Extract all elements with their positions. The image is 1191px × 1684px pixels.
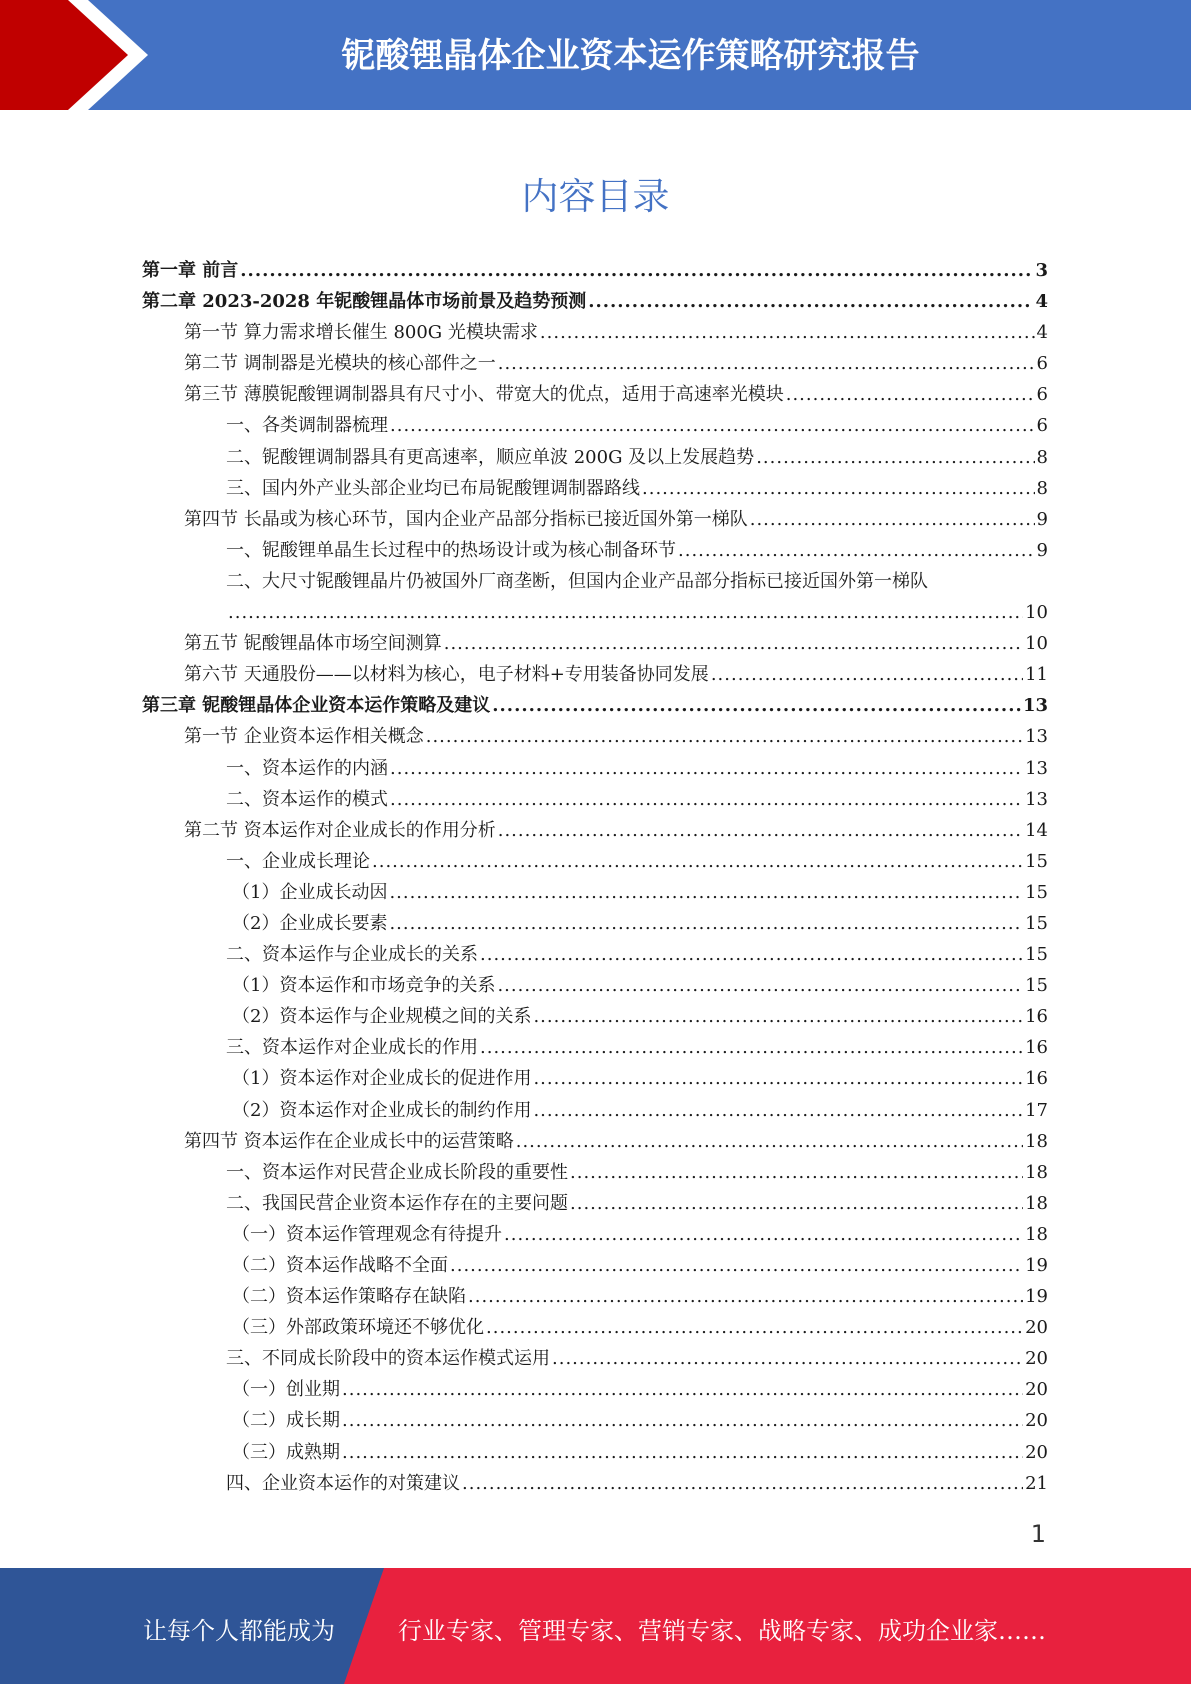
toc-dot-leader bbox=[390, 410, 1035, 441]
toc-entry-page: 20 bbox=[1025, 1379, 1048, 1401]
toc-dot-leader bbox=[342, 1405, 1023, 1436]
toc-dot-leader bbox=[342, 1374, 1023, 1405]
toc-entry-page: 20 bbox=[1025, 1410, 1048, 1432]
toc-heading: 内容目录 bbox=[521, 175, 670, 218]
toc-entry-label: 一、资本运作的内涵 bbox=[226, 757, 388, 779]
toc-entry-page: 11 bbox=[1025, 664, 1048, 686]
toc-entry-page: 15 bbox=[1025, 850, 1048, 872]
toc-dot-leader bbox=[390, 784, 1023, 815]
toc-entry[interactable] bbox=[142, 721, 1048, 752]
toc-dot-leader bbox=[504, 1219, 1023, 1250]
toc-entry[interactable] bbox=[142, 566, 1048, 597]
toc-entry-label: （2）资本运作与企业规模之间的关系 bbox=[232, 1006, 532, 1028]
toc-entry-page: 19 bbox=[1025, 1255, 1048, 1276]
toc-entry-page: 8 bbox=[1036, 446, 1048, 468]
toc-entry-label: 第三节 薄膜铌酸锂调制器具有尺寸小、带宽大的优点，适用于高速率光模块 bbox=[184, 384, 784, 406]
toc-entry[interactable] bbox=[142, 908, 1048, 939]
toc-entry-label: 第一节 算力需求增长催生 800G 光模块需求 bbox=[184, 322, 538, 344]
toc-entry-page: 20 bbox=[1025, 1441, 1048, 1463]
toc-entry[interactable] bbox=[142, 877, 1048, 908]
toc-dot-leader bbox=[240, 255, 1033, 286]
toc-entry-label: 第一章 前言 bbox=[142, 260, 239, 281]
toc-entry[interactable] bbox=[142, 317, 1048, 348]
toc-dot-leader bbox=[540, 317, 1035, 348]
toc-entry[interactable] bbox=[142, 970, 1048, 1001]
toc-entry-page: 20 bbox=[1025, 1348, 1048, 1370]
toc-entry[interactable] bbox=[142, 504, 1048, 535]
toc-entry-page: 3 bbox=[1035, 260, 1048, 281]
toc-entry-label: 第二节 资本运作对企业成长的作用分析 bbox=[184, 819, 496, 841]
toc-entry[interactable] bbox=[142, 1219, 1048, 1250]
toc-dot-leader bbox=[498, 815, 1023, 846]
toc-entry-page: 6 bbox=[1036, 415, 1048, 437]
toc-dot-leader bbox=[468, 1281, 1023, 1312]
toc-entry-label: 第四节 长晶或为核心环节，国内企业产品部分指标已接近国外第一梯队 bbox=[184, 508, 748, 530]
toc-entry-label: 二、资本运作的模式 bbox=[226, 788, 388, 810]
toc-dot-leader bbox=[750, 504, 1035, 535]
toc-entry-page: 20 bbox=[1025, 1317, 1048, 1339]
toc-dot-leader bbox=[497, 970, 1023, 1001]
toc-dot-leader bbox=[389, 877, 1023, 908]
toc-dot-leader bbox=[389, 908, 1023, 939]
toc-entry[interactable] bbox=[142, 1126, 1048, 1157]
toc-entry-label: （一）创业期 bbox=[232, 1379, 340, 1401]
toc-entry-page: 18 bbox=[1025, 1161, 1048, 1183]
toc-entry[interactable] bbox=[142, 1063, 1048, 1094]
toc-entry-page: 13 bbox=[1025, 788, 1048, 810]
toc-entry-label: 一、铌酸锂单晶生长过程中的热场设计或为核心制备环节 bbox=[226, 539, 676, 561]
toc-entry-page: 8 bbox=[1036, 477, 1048, 499]
toc-dot-leader bbox=[516, 1126, 1023, 1157]
toc-dot-leader bbox=[588, 286, 1033, 317]
toc-entry[interactable] bbox=[142, 597, 1048, 628]
toc-entry-label: （一）资本运作管理观念有待提升 bbox=[232, 1223, 502, 1245]
toc-entry-label: （三）外部政策环境还不够优化 bbox=[232, 1317, 484, 1339]
toc-dot-leader bbox=[711, 659, 1023, 690]
toc-dot-leader bbox=[552, 1343, 1023, 1374]
toc-entry-page: 18 bbox=[1025, 1130, 1048, 1152]
toc-dot-leader bbox=[486, 1312, 1023, 1343]
toc-entry-label: 二、资本运作与企业成长的关系 bbox=[226, 944, 478, 966]
toc-entry-label: 三、国内外产业头部企业均已布局铌酸锂调制器路线 bbox=[226, 477, 640, 499]
toc-entry-page: 15 bbox=[1025, 975, 1048, 997]
toc-dot-leader bbox=[570, 1188, 1023, 1219]
toc-dot-leader bbox=[642, 473, 1035, 504]
toc-entry[interactable] bbox=[142, 473, 1048, 504]
footer-slogan-right: 行业专家、管理专家、营销专家、战略专家、成功企业家…… bbox=[398, 1617, 1046, 1645]
header-banner bbox=[0, 0, 1191, 110]
toc-entry[interactable] bbox=[142, 1250, 1048, 1281]
toc-entry-label: 第二节 调制器是光模块的核心部件之一 bbox=[184, 353, 496, 375]
toc-entry[interactable] bbox=[142, 1343, 1048, 1374]
toc-dot-leader bbox=[533, 1063, 1023, 1094]
toc-entry-page: 19 bbox=[1025, 1286, 1048, 1308]
toc-entry-page: 4 bbox=[1035, 291, 1048, 313]
toc-entry-page: 9 bbox=[1036, 508, 1048, 530]
toc-entry[interactable] bbox=[142, 1157, 1048, 1188]
toc-entry-page: 14 bbox=[1025, 819, 1048, 841]
toc-entry-label: 第一节 企业资本运作相关概念 bbox=[184, 726, 424, 748]
report-title: 铌酸锂晶体企业资本运作策略研究报告 bbox=[341, 36, 920, 76]
toc-entry[interactable] bbox=[142, 659, 1048, 690]
toc-entry-label: 一、资本运作对民营企业成长阶段的重要性 bbox=[226, 1161, 568, 1183]
toc-entry[interactable] bbox=[142, 628, 1048, 659]
toc-entry-label: （2）企业成长要素 bbox=[232, 912, 388, 934]
toc-entry-label: 一、各类调制器梳理 bbox=[226, 415, 388, 437]
toc-entry-page: 16 bbox=[1025, 1006, 1048, 1028]
toc-entry-label: （二）资本运作战略不全面 bbox=[232, 1255, 448, 1276]
toc-entry-label: 二、铌酸锂调制器具有更高速率，顺应单波 200G 及以上发展趋势 bbox=[226, 446, 755, 468]
toc-entry-label: （1）资本运作和市场竞争的关系 bbox=[232, 975, 496, 997]
toc-entry-label: 三、不同成长阶段中的资本运作模式运用 bbox=[226, 1348, 550, 1370]
toc-entry-label: 三、资本运作对企业成长的作用 bbox=[226, 1037, 478, 1059]
toc-entry[interactable] bbox=[142, 815, 1048, 846]
toc-entry-label: 第五节 铌酸锂晶体市场空间测算 bbox=[184, 633, 442, 655]
toc-entry-page: 18 bbox=[1025, 1223, 1048, 1245]
toc-entry[interactable] bbox=[142, 1405, 1048, 1436]
toc-entry[interactable] bbox=[142, 753, 1048, 784]
toc-entry-page: 15 bbox=[1025, 912, 1048, 934]
toc-entry[interactable] bbox=[142, 784, 1048, 815]
toc-entry[interactable] bbox=[142, 348, 1048, 379]
toc-dot-leader bbox=[533, 1095, 1023, 1126]
toc-dot-leader bbox=[450, 1250, 1023, 1281]
toc-dot-leader bbox=[678, 535, 1035, 566]
toc-entry[interactable] bbox=[142, 1374, 1048, 1405]
toc-entry-page: 21 bbox=[1025, 1472, 1048, 1494]
toc-entry-label: 一、企业成长理论 bbox=[226, 850, 370, 872]
toc-entry-label: （三）成熟期 bbox=[232, 1441, 340, 1463]
toc-entry-page: 17 bbox=[1025, 1099, 1048, 1121]
toc-entry[interactable] bbox=[142, 442, 1048, 473]
toc-dot-leader bbox=[498, 348, 1035, 379]
toc-entry-label: 四、企业资本运作的对策建议 bbox=[226, 1472, 460, 1494]
toc-entry-page: 6 bbox=[1036, 353, 1048, 375]
toc-entry[interactable] bbox=[142, 535, 1048, 566]
toc-entry-label: 第三章 铌酸锂晶体企业资本运作策略及建议 bbox=[142, 695, 491, 717]
toc-dot-leader bbox=[533, 1001, 1023, 1032]
toc-dot-leader bbox=[444, 628, 1023, 659]
toc-entry-label: 二、我国民营企业资本运作存在的主要问题 bbox=[226, 1192, 568, 1214]
toc-entry-page: 10 bbox=[1025, 633, 1048, 655]
toc-entry[interactable] bbox=[142, 846, 1048, 877]
toc-dot-leader bbox=[570, 1157, 1023, 1188]
toc-dot-leader bbox=[342, 1437, 1023, 1468]
toc-entry-label: 二、大尺寸铌酸锂晶片仍被国外厂商垄断，但国内企业产品部分指标已接近国外第一梯队 bbox=[226, 570, 928, 592]
toc-entry[interactable] bbox=[142, 410, 1048, 441]
toc-entry-page: 4 bbox=[1036, 322, 1048, 344]
toc-entry-label: （1）企业成长动因 bbox=[232, 881, 388, 903]
toc-entry-page: 15 bbox=[1025, 881, 1048, 903]
toc-entry[interactable] bbox=[142, 1032, 1048, 1063]
toc-entry-label: （二）成长期 bbox=[232, 1410, 340, 1432]
toc-entry-label: （2）资本运作对企业成长的制约作用 bbox=[232, 1099, 532, 1121]
toc-dot-leader bbox=[426, 721, 1023, 752]
toc-entry[interactable] bbox=[142, 1312, 1048, 1343]
toc-entry[interactable] bbox=[142, 1437, 1048, 1468]
toc-dot-leader bbox=[462, 1468, 1023, 1499]
toc-entry[interactable] bbox=[142, 1188, 1048, 1219]
toc-entry-page: 13 bbox=[1025, 726, 1048, 748]
toc-entry-page: 15 bbox=[1025, 944, 1048, 966]
toc-dot-leader bbox=[492, 690, 1021, 721]
toc-dot-leader bbox=[756, 442, 1034, 473]
footer-slogan-left: 让每个人都能成为 bbox=[143, 1617, 335, 1645]
toc-entry-label: 第四节 资本运作在企业成长中的运营策略 bbox=[184, 1130, 514, 1152]
toc-dot-leader bbox=[480, 1032, 1023, 1063]
toc-entry[interactable] bbox=[142, 255, 1048, 286]
toc-dot-leader bbox=[390, 753, 1023, 784]
toc-entry-page: 16 bbox=[1025, 1068, 1048, 1090]
toc-entry[interactable] bbox=[142, 379, 1048, 410]
footer-banner bbox=[0, 1568, 1191, 1684]
toc-entry-label: （二）资本运作策略存在缺陷 bbox=[232, 1286, 466, 1308]
toc-dot-leader bbox=[480, 939, 1023, 970]
toc-entry-page: 16 bbox=[1025, 1037, 1048, 1059]
toc-entry[interactable] bbox=[142, 939, 1048, 970]
toc-dot-leader bbox=[786, 379, 1035, 410]
toc-entry[interactable] bbox=[142, 1001, 1048, 1032]
toc-entry-page: 10 bbox=[1025, 602, 1048, 624]
toc-entry[interactable] bbox=[142, 1095, 1048, 1126]
toc-entry-label: 第二章 2023-2028 年铌酸锂晶体市场前景及趋势预测 bbox=[142, 291, 587, 313]
toc-entry-page: 13 bbox=[1022, 695, 1048, 717]
toc-entry[interactable] bbox=[142, 1281, 1048, 1312]
toc-entry[interactable] bbox=[142, 690, 1048, 721]
toc-entry-page: 9 bbox=[1036, 539, 1048, 561]
toc-entry[interactable] bbox=[142, 1468, 1048, 1499]
toc-dot-leader bbox=[228, 597, 1023, 628]
toc-entry-page: 6 bbox=[1036, 384, 1048, 406]
toc-entry[interactable] bbox=[142, 286, 1048, 317]
table-of-contents bbox=[142, 255, 1048, 1499]
toc-entry-label: （1）资本运作对企业成长的促进作用 bbox=[232, 1068, 532, 1090]
toc-entry-page: 13 bbox=[1025, 757, 1048, 779]
toc-dot-leader bbox=[372, 846, 1023, 877]
toc-entry-page: 18 bbox=[1025, 1192, 1048, 1214]
page-number: 1 bbox=[1030, 1520, 1046, 1548]
toc-entry-label: 第六节 天通股份——以材料为核心，电子材料+专用装备协同发展 bbox=[184, 664, 709, 686]
